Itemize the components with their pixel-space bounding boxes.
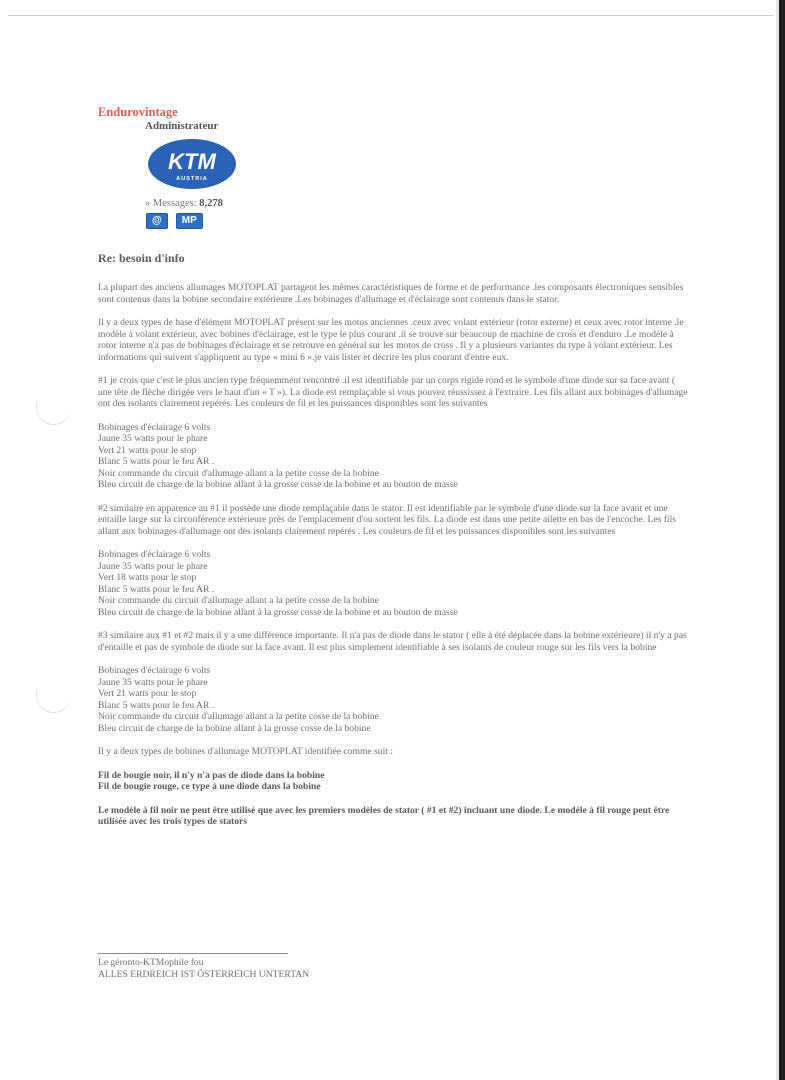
list-item: Bleu circuit de charge de la bobine allant à la grosse cosse de la bobine et au bouton de masse <box>98 479 458 490</box>
list-item: Noir commande du circuit d'allumage allant a la petite cosse de la bobine <box>98 711 379 722</box>
author-actions <box>146 213 203 229</box>
paragraph-intro: La plupart des anciens allumages MOTOPLAT partagent les mêmes caractéristiques de forme et de performance .les composants électroniques sensibles sont contenus dans la bobine secondaire extérieure .Les bobinages d'allumage et d'éclairage sont contenus dans le stator. <box>98 282 684 305</box>
author-role: Administrateur <box>145 120 219 132</box>
list-item: Noir commande du circuit d'allumage allant a la petite cosse de la bobine <box>98 467 379 479</box>
list-item: Vert 21 watts pour le stop <box>98 444 197 456</box>
paragraph-types: Il y a deux types de base d'élément MOTOPLAT présent sur les motos anciennes .ceux avec volant extérieur (rotor externe) et ceux avec rotor interne .le modèle à volant extérieur, avec bobines d'éclairage, est le type le plus courant .il se trouve sur beaucoup de machine de cross et d'enduro .Le modèle à rotor interne n'a pas de bobinages d'éclairage et se retrouve en général sur les motos de cross . Il y a plusieurs variantes du type à volant extérieur. Les informations qui suivent s'appliquent au type « mini 6 ».je vais lister et décrire les plus courant d'entre eux. <box>98 317 684 363</box>
list-item: Bobinages d'éclairage 6 volts <box>98 665 211 676</box>
signature <box>98 953 309 980</box>
logo-subtext: AUSTRIA <box>176 176 208 182</box>
list-item: Bobinages d'éclairage 6 volts <box>98 549 211 560</box>
ktm-logo-avatar <box>147 138 237 190</box>
messages-label: » Messages: <box>145 198 197 209</box>
punch-hole-mark <box>36 690 71 713</box>
email-button[interactable]: @ <box>146 213 168 229</box>
list-item: Jaune 35 watts pour le phare <box>98 560 208 572</box>
paragraph-type2: #2 similaire en apparence au #1 il possède une diode remplaçable dans le stator. Il est identifiable par le symbole d'une diode sur la face avant et une entaille large sur la circonférence extérieure près de l'emplacement d'ou sortent les fils. La diode est dans une petite ailette en bas de l'encoche. Les fils allant aux bobinages d'allumage ont des isolants clairement repérés . Les couleurs de fil et les puissances disponibles sont les suivantes <box>98 502 676 537</box>
paragraph-type1: #1 je crois que c'est le plus ancien type fréquemment rencontré .il est identifiable par un corps rigide rond et le symbole d'une diode sur sa face avant ( une tête de flèche dirigée vers le haut d'un « T »). La diode est remplaçable si vous pouvez réussissez à l'extraire. Les fils allant aux bobinages d'allumage ont des isolants clairement repérés. Les couleurs de fil et les puissances disponibles sont les suivantes <box>98 375 688 409</box>
private-message-button[interactable]: MP <box>176 213 203 229</box>
signature-motto: ALLES ERDREICH IST ÖSTERREICH UNTERTAN <box>98 968 310 980</box>
logo-text: KTM <box>168 149 216 174</box>
message-count <box>145 198 223 209</box>
list-item: Fil de bougie noir, il n'y n'a pas de diode dans la bobine <box>98 769 325 781</box>
wire-list-type3 <box>98 665 688 734</box>
post-title: Re: besoin d'info <box>98 251 185 265</box>
scan-right-edge <box>779 0 785 1080</box>
list-item: Noir commande du circuit d'allumage allant a la petite cosse de la bobine <box>98 595 379 606</box>
list-item: Blanc 5 watts pour le feu AR . <box>98 699 215 711</box>
author-name[interactable]: Endurovintage <box>98 105 178 119</box>
list-item: Blanc 5 watts pour le feu AR . <box>98 583 215 595</box>
post-body <box>98 282 688 840</box>
coil-types-list <box>98 770 688 793</box>
paragraph-conclusion: Le modèle à fil noir ne peut être utilisé que avec les premiers modèles de stator ( #1 et #2) incluant une diode. Le modèle à fil rouge peut être utilisée avec les trois types de stators <box>98 804 670 827</box>
list-item: Vert 21 watts pour le stop <box>98 688 197 699</box>
paragraph-type3: #3 similaire aux #1 et #2 mais il y a une différence importante. Il n'a pas de diode dans le stator ( elle à été déplacée dans la bobine extérieure) il n'y a pas d'entaille et pas de symbole de diode sur la face avant. Il est plus simplement identifiable à ses isolants de couleur rouge sur les fils vers la bobine <box>98 630 687 653</box>
author-block <box>98 105 219 132</box>
list-item: Bleu circuit de charge de la bobine allant à la grosse cosse de la bobine et au bouton de masse <box>98 606 458 618</box>
signature-line: Le géronto-KTMophile fou <box>98 957 204 968</box>
messages-value: 8,278 <box>199 198 223 209</box>
list-item: Bobinages d'éclairage 6 volts <box>98 421 211 433</box>
punch-hole-mark <box>36 402 71 425</box>
list-item: Fil de bougie rouge, ce type à une diode dans la bobine <box>98 781 321 792</box>
list-item: Jaune 35 watts pour le phare <box>98 676 208 688</box>
signature-divider <box>98 953 288 954</box>
list-item: Vert 18 watts pour le stop <box>98 572 197 583</box>
paragraph-coils: Il y a deux types de bobines d'allumage MOTOPLAT identifiée comme suit : <box>98 746 393 757</box>
wire-list-type1 <box>98 422 688 491</box>
list-item: Jaune 35 watts pour le phare <box>98 433 208 444</box>
list-item: Bleu circuit de charge de la bobine allant à la grosse cosse de la bobine <box>98 722 371 734</box>
wire-list-type2 <box>98 549 688 618</box>
list-item: Blanc 5 watts pour le feu AR . <box>98 456 215 467</box>
page-top-rule <box>8 15 773 16</box>
